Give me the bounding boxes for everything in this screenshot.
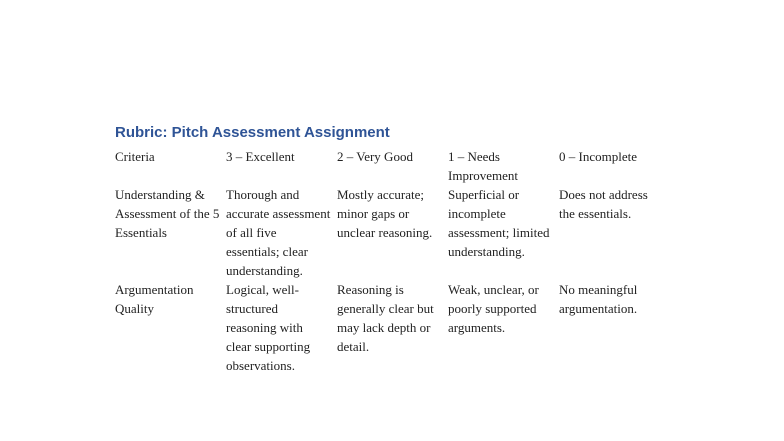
row-understanding-excellent: Thorough and accurate assessment of all five essentials; clear understanding. [226,187,331,278]
row-understanding-very-good: Mostly accurate; minor gaps or unclear reasoning. [337,187,433,240]
row-argumentation-excellent: Logical, well-structured reasoning with clear supporting observations. [226,282,311,373]
rubric-heading: Rubric: Pitch Assessment Assignment [115,124,390,141]
column-header-excellent: 3 – Excellent [226,149,295,164]
column-header-very-good: 2 – Very Good [337,149,413,164]
row-understanding-criteria: Understanding & Assessment of the 5 Essentials [115,187,220,240]
row-argumentation-needs-improvement: Weak, unclear, or poorly supported arguments. [448,282,539,335]
column-header-incomplete: 0 – Incomplete [559,149,637,164]
rubric-table [115,147,670,375]
row-argumentation-criteria: Argumentation Quality [115,282,194,316]
row-argumentation-very-good: Reasoning is generally clear but may lack depth or detail. [337,282,434,354]
column-header-needs-improvement: 1 – Needs Improvement [448,149,519,183]
row-understanding-needs-improvement: Superficial or incomplete assessment; limited understanding. [448,187,550,259]
column-header-criteria: Criteria [115,149,155,164]
row-understanding-incomplete: Does not address the essentials. [559,187,648,221]
row-argumentation-incomplete: No meaningful argumentation. [559,282,638,316]
